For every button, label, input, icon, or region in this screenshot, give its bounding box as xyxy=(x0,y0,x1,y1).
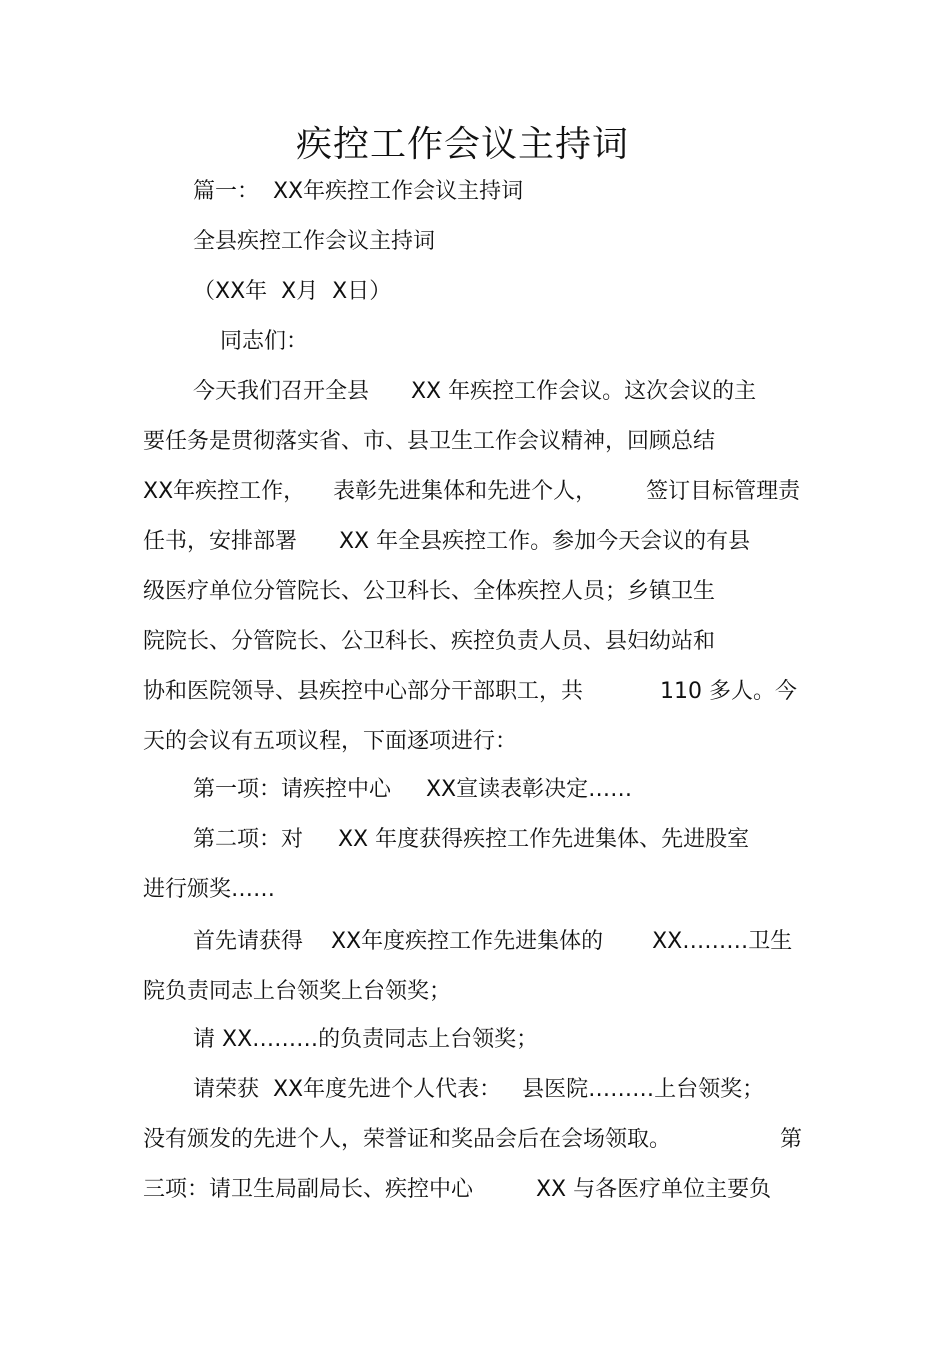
paragraph-line: 第二项：对 XX 年度获得疾控工作先进集体、先进股室 xyxy=(193,827,750,852)
paragraph-line: 第一项：请疾控中心 XX宣读表彰决定…… xyxy=(193,777,633,802)
paragraph-line-tail: 110 多人。今 xyxy=(660,679,797,704)
paragraph-line: 全县疾控工作会议主持词 xyxy=(193,229,436,254)
paragraph-line: （XX年 X月 X日） xyxy=(193,279,392,304)
paragraph-line: 任书，安排部署 XX 年全县疾控工作。参加今天会议的有县 xyxy=(143,529,751,554)
paragraph-line: 今天我们召开全县 XX 年疾控工作会议。这次会议的主 xyxy=(193,379,757,404)
paragraph-line: 进行颁奖…… xyxy=(143,877,276,902)
paragraph-line: 三项：请卫生局副局长、疾控中心 XX 与各医疗单位主要负 xyxy=(143,1177,772,1202)
paragraph-line: 请荣获 XX年度先进个人代表： 县医院………上台领奖； xyxy=(193,1077,765,1102)
paragraph-line: 要任务是贯彻落实省、市、县卫生工作会议精神，回顾总结 xyxy=(143,429,716,454)
paragraph-line-tail: 第 xyxy=(780,1127,803,1152)
paragraph-line: 级医疗单位分管院长、公卫科长、全体疾控人员；乡镇卫生 xyxy=(143,579,716,604)
paragraph-line: 协和医院领导、县疾控中心部分干部职工，共 xyxy=(143,679,584,704)
paragraph-line: 院负责同志上台领奖上台领奖； xyxy=(143,979,452,1004)
document-title: 疾控工作会议主持词 xyxy=(295,124,629,165)
paragraph-line: 天的会议有五项议程，下面逐项进行： xyxy=(143,729,518,754)
paragraph-line: 请 XX………的负责同志上台领奖； xyxy=(193,1027,539,1052)
paragraph-line: 院院长、分管院长、公卫科长、疾控负责人员、县妇幼站和 xyxy=(143,629,716,654)
paragraph-line: 首先请获得 XX年度疾控工作先进集体的 XX………卫生 xyxy=(193,929,793,954)
paragraph-line: 同志们： xyxy=(220,329,309,354)
paragraph-line: XX年疾控工作， 表彰先进集体和先进个人， 签订目标管理责 xyxy=(143,479,801,504)
paragraph-line: 没有颁发的先进个人，荣誉证和奖品会后在会场领取。 xyxy=(143,1127,672,1152)
paragraph-line: 篇一： XX年疾控工作会议主持词 xyxy=(193,179,524,204)
